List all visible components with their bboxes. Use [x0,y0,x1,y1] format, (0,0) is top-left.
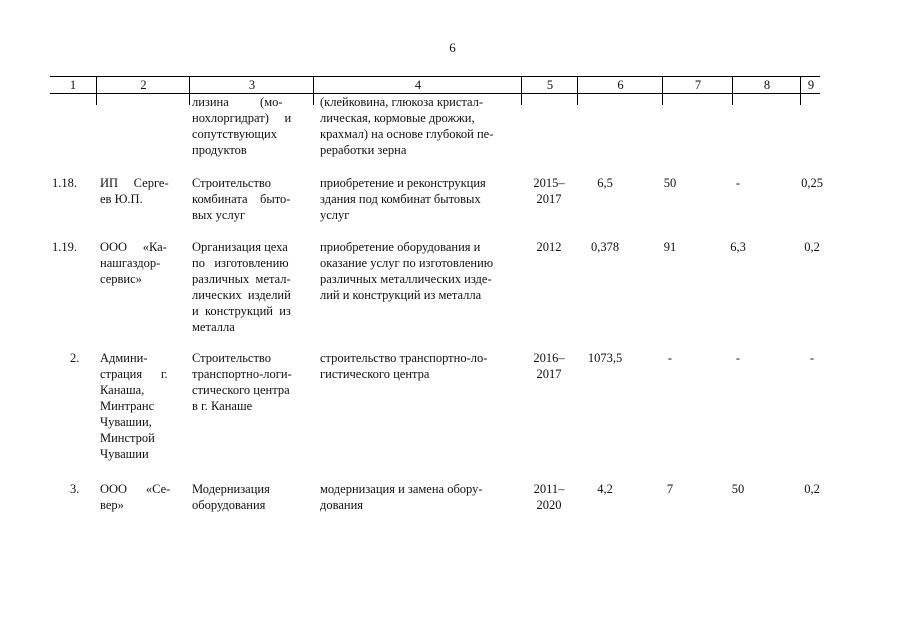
cell-col9: - [809,351,815,365]
header-col-7: 7 [662,77,733,93]
cell-col8: - [735,176,741,190]
cell-period: 2015– 2017 [533,176,565,206]
cell-description: (клейковина, глюкоза кристал- лическая, кормовые дрожжи, крахмал) на основе глубокой пе- реработки зерна [320,95,494,157]
cell-description: модернизация и замена обору- дования [320,482,483,512]
header-col-2: 2 [96,77,190,93]
header-col-9: 9 [800,77,821,93]
cell-number: 1.19. [52,240,77,254]
cell-organization: ООО «Ка- нашгаздор- сервис» [100,240,167,286]
cell-description: строительство транспортно-ло- гистического центра [320,351,488,381]
column-divider [521,92,522,105]
cell-period: 2011– 2020 [533,482,565,512]
cell-col6: 1073,5 [587,351,623,365]
cell-number: 1.18. [52,176,77,190]
column-divider [732,92,733,105]
cell-col8: 6,3 [730,240,746,254]
cell-col9: 0,2 [804,240,820,254]
column-divider [662,92,663,105]
cell-col7: 7 [666,482,674,496]
page-number: 6 [449,40,456,55]
cell-period: 2012 [536,240,562,254]
cell-col6: 4,2 [597,482,613,496]
cell-organization: ООО «Се- вер» [100,482,171,512]
cell-project: лизина (мо- нохлоргидрат) и сопутствующих продуктов [192,95,292,157]
cell-description: приобретение оборудования и оказание услуг по изготовлению различных металлических изде- лий и конструкций из металла [320,240,494,302]
cell-col7: 50 [663,176,677,190]
cell-organization: ИП Серге- ев Ю.П. [100,176,169,206]
header-col-5: 5 [521,77,578,93]
cell-col9: 0,2 [804,482,820,496]
header-col-4: 4 [313,77,522,93]
header-col-3: 3 [189,77,314,93]
cell-project: Организация цеха по изготовлению различных метал- лических изделий и конструкций из металла [192,240,291,334]
cell-number: 2. [70,351,80,365]
cell-organization: Админи- страция г. Канаша, Минтранс Чувашии, Минстрой Чувашии [100,351,168,461]
cell-col9: 0,25 [801,176,823,190]
cell-col8: - [735,351,741,365]
column-divider [577,92,578,105]
column-divider [800,92,801,105]
header-col-8: 8 [732,77,801,93]
cell-description: приобретение и реконструкция здания под комбинат бытовых услуг [320,176,486,222]
table-header [50,76,820,94]
column-divider [189,92,190,105]
cell-project: Строительство комбината быто- вых услуг [192,176,291,222]
cell-number: 3. [70,482,80,496]
cell-col6: 6,5 [597,176,613,190]
cell-col6: 0,378 [590,240,620,254]
cell-col7: 91 [663,240,677,254]
cell-project: Строительство транспортно-логи- стического центра в г. Канаше [192,351,292,413]
cell-col8: 50 [731,482,745,496]
column-divider [96,92,97,105]
header-col-6: 6 [577,77,663,93]
cell-period: 2016– 2017 [533,351,565,381]
cell-col7: - [667,351,673,365]
column-divider [313,92,314,105]
cell-project: Модернизация оборудования [192,482,270,512]
header-col-1: 1 [69,78,77,92]
